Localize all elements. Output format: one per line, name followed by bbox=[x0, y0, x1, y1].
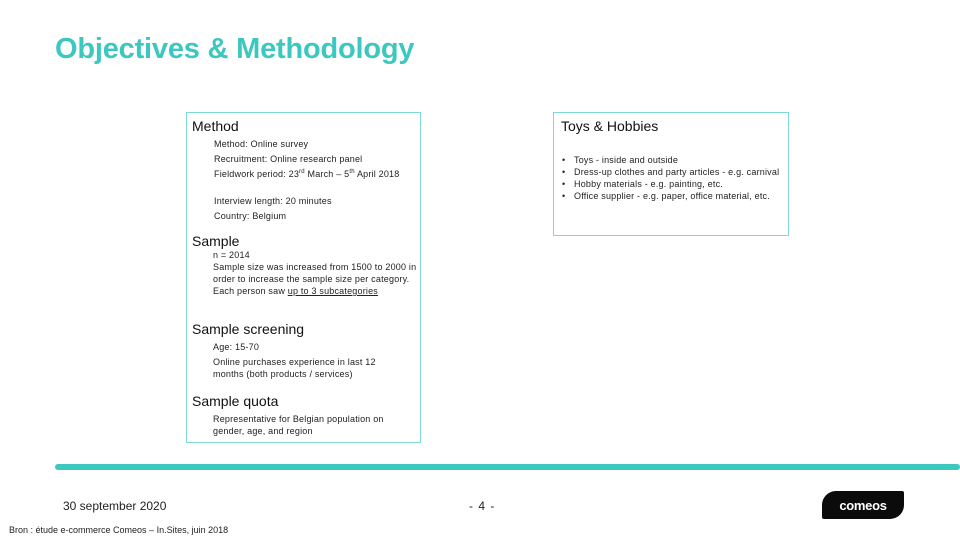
page-title: Objectives & Methodology bbox=[55, 33, 415, 65]
toys-list-item: • Dress-up clothes and party articles - e.g. carnival bbox=[562, 166, 784, 178]
screening-purchases: Online purchases experience in last 12 months (both products / services) bbox=[213, 357, 376, 379]
sample-text-main: Sample size was increased from 1500 to 2000 in order to increase the sample size per category. Each person saw bbox=[213, 262, 417, 296]
toys-list-item: • Office supplier - e.g. paper, office material, etc. bbox=[562, 190, 784, 202]
fieldwork-line bbox=[214, 168, 402, 180]
fieldwork-sup-2: th bbox=[349, 169, 355, 175]
source-note: Bron : étude e-commerce Comeos – In.Sites, juin 2018 bbox=[9, 525, 229, 535]
toys-list-item: • Toys - inside and outside bbox=[562, 154, 784, 166]
sample-heading: Sample bbox=[192, 233, 240, 249]
sample-text-underlined: up to 3 subcategories bbox=[287, 286, 379, 296]
sample-description bbox=[213, 261, 417, 297]
page-number: - 4 - bbox=[469, 499, 496, 513]
country-line: Country: Belgium bbox=[214, 211, 287, 221]
screening-age: Age: 15-70 bbox=[213, 342, 260, 352]
fieldwork-sup-1: rd bbox=[299, 169, 305, 175]
comeos-logo bbox=[822, 491, 904, 519]
fieldwork-suffix: April 2018 bbox=[354, 169, 400, 179]
footer-divider bbox=[55, 464, 960, 470]
footer-date: 30 september 2020 bbox=[63, 499, 167, 513]
toys-list-item: • Hobby materials - e.g. painting, etc. bbox=[562, 178, 784, 190]
fieldwork-mid: March – 5 bbox=[304, 169, 350, 179]
quota-text: Representative for Belgian population on gender, age, and region bbox=[213, 414, 384, 436]
logo-text: comeos bbox=[839, 497, 887, 513]
quota-heading: Sample quota bbox=[192, 393, 279, 409]
method-heading: Method bbox=[192, 118, 239, 134]
toys-list bbox=[562, 154, 784, 202]
method-line: Method: Online survey bbox=[214, 139, 309, 149]
interview-length-line: Interview length: 20 minutes bbox=[214, 196, 332, 206]
sample-n: n = 2014 bbox=[213, 250, 250, 260]
recruitment-line: Recruitment: Online research panel bbox=[214, 154, 363, 164]
toys-heading: Toys & Hobbies bbox=[561, 118, 659, 134]
screening-heading: Sample screening bbox=[192, 321, 305, 337]
fieldwork-prefix: Fieldwork period: 23 bbox=[214, 169, 300, 179]
